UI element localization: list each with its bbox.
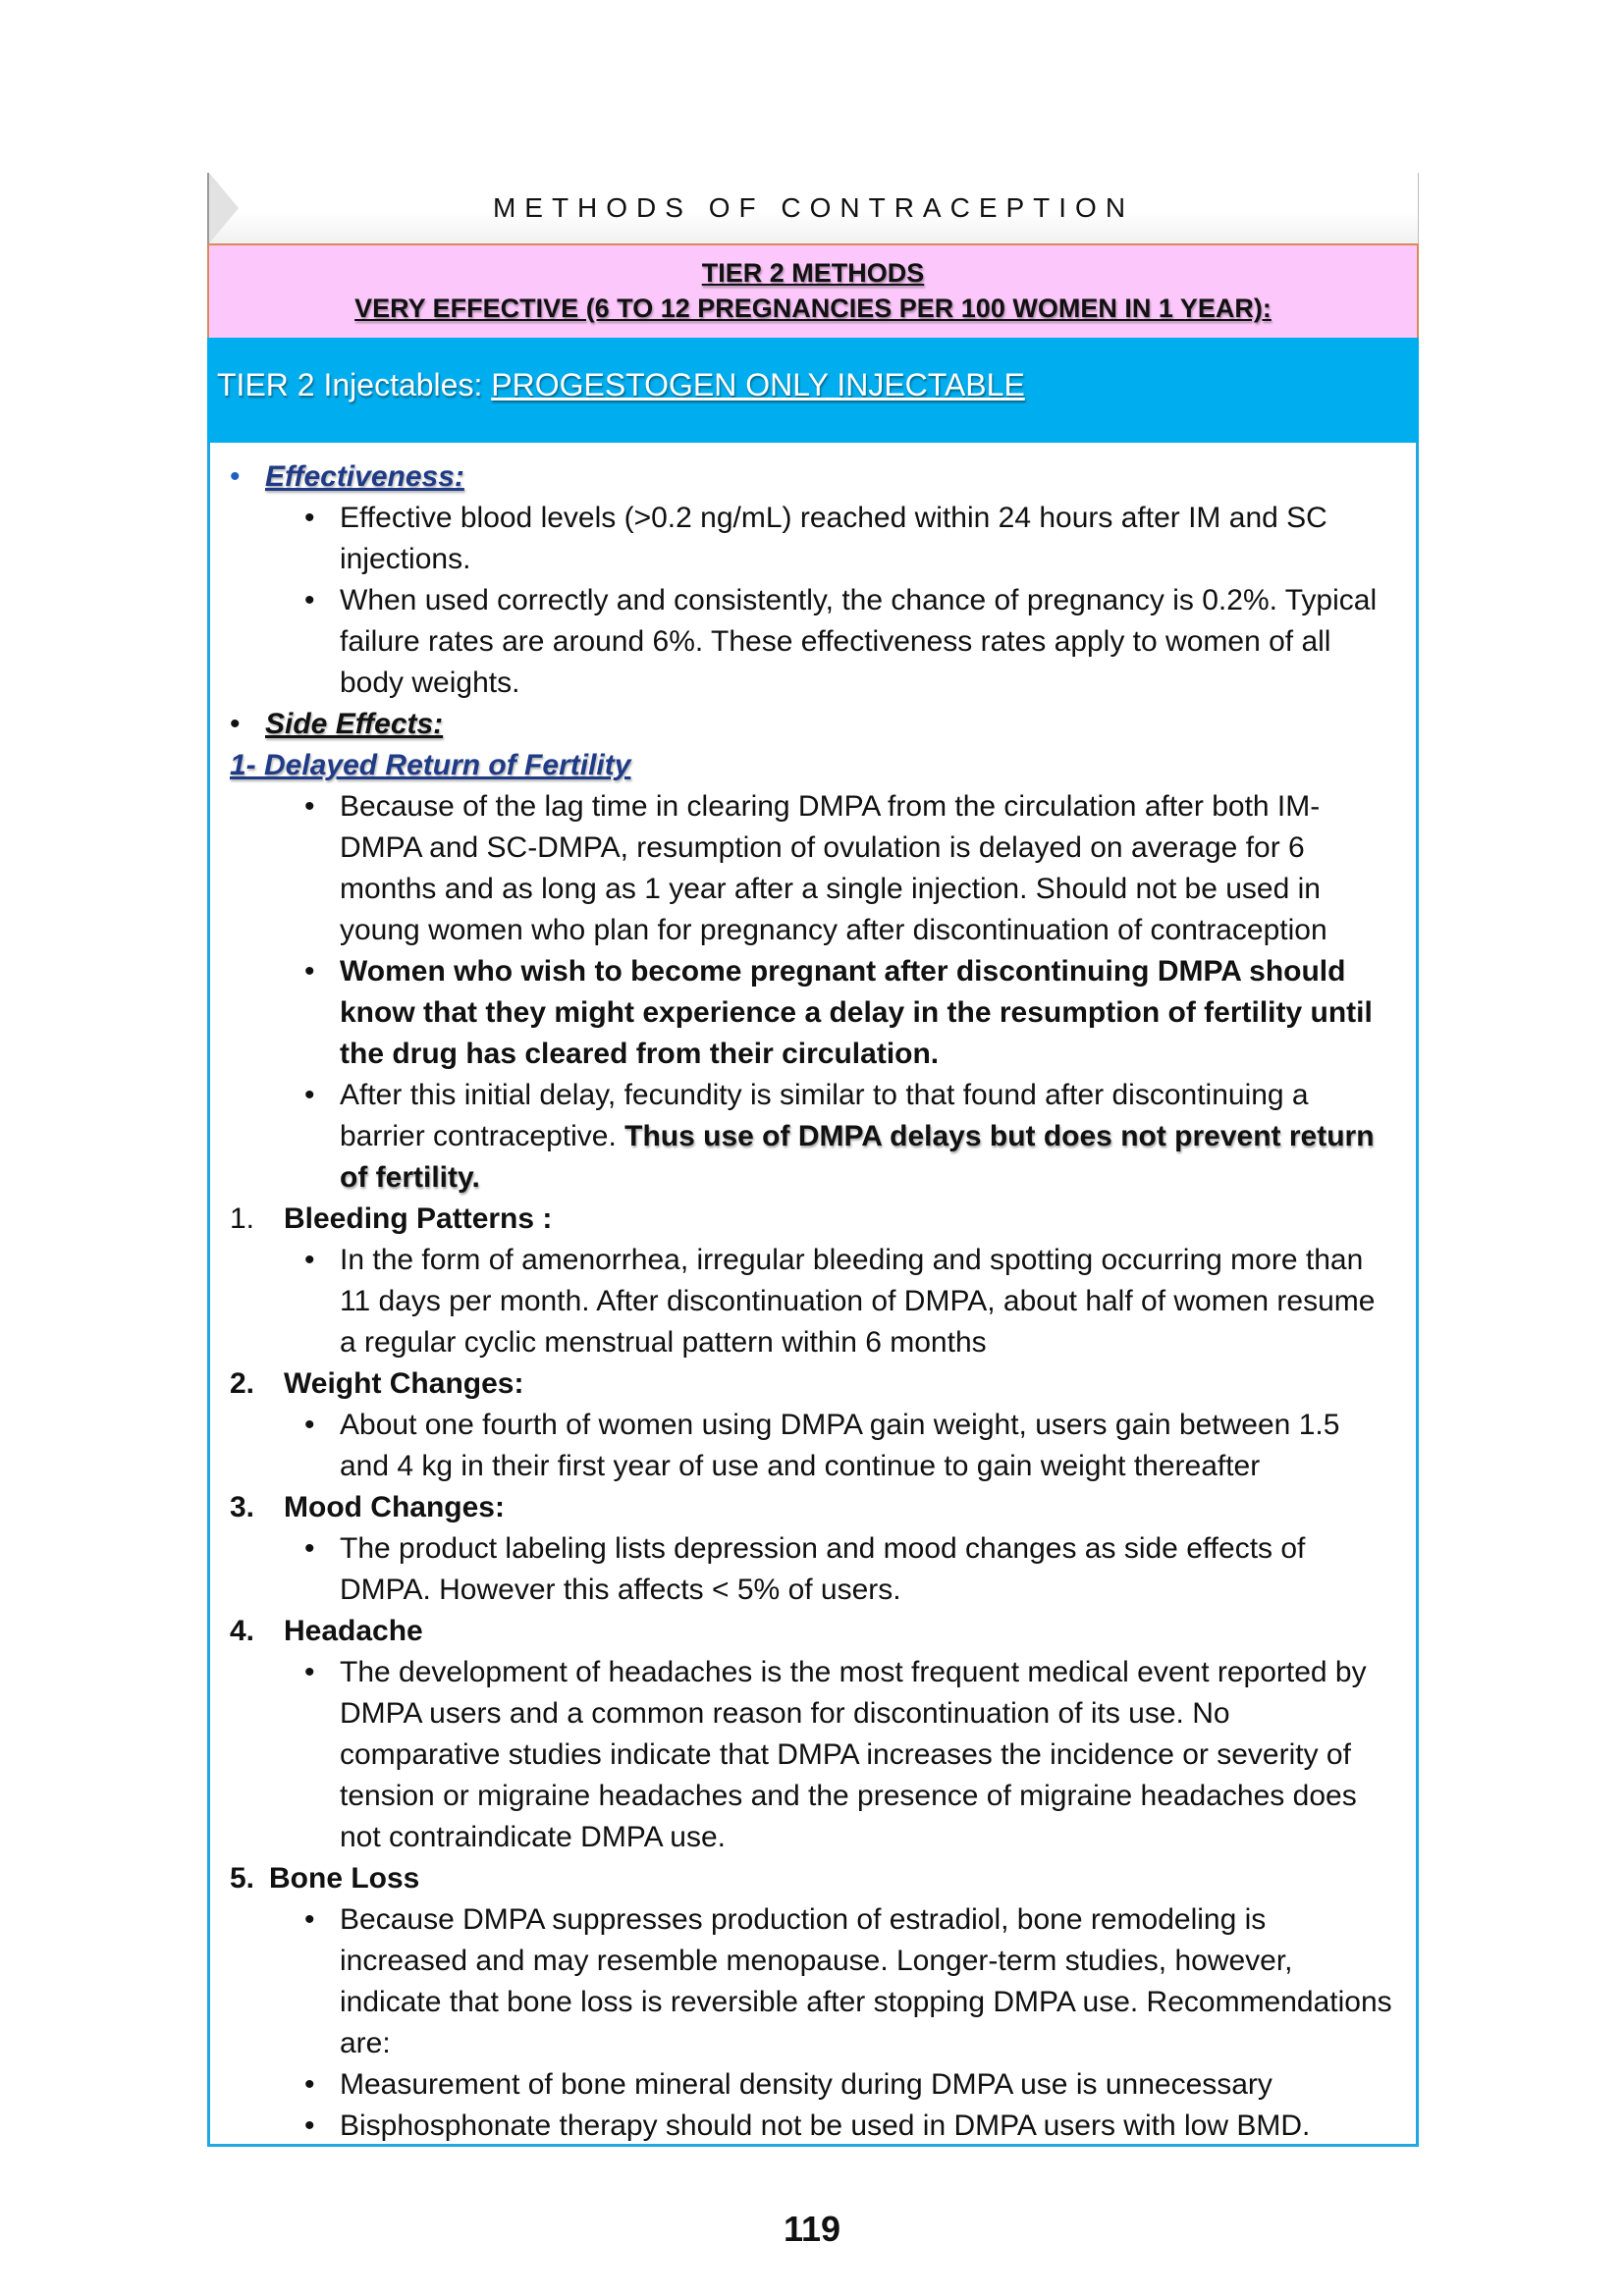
item-number: 3. [230,1491,255,1523]
item-number: 2. [230,1367,255,1400]
numbered-heading [210,1611,1416,1652]
injectables-band [207,338,1419,443]
numbered-heading [210,1487,1416,1528]
delayed-fertility-heading: 1- Delayed Return of Fertility [230,749,631,781]
bullet-icon: • [230,460,241,493]
headache-heading: Headache [284,1615,423,1647]
list-item-text: The development of headaches is the most frequent medical event reported by DMPA users and a common reason for discontinuation of its use. No comparative studies indicate that DMPA increases the incidence or severity of tension or migraine headaches and the presence of migraine headaches does not contraindicate DMPA use. [340,1656,1367,1853]
bullet-icon: • [304,1409,315,1441]
bullet-icon: • [230,708,241,740]
bullet-icon: • [304,584,315,616]
side-effects-heading: Side Effects: [265,708,444,740]
numbered-heading [210,1363,1416,1405]
list-item [210,1528,1416,1611]
bullet-icon: • [304,790,315,823]
tier-subheading: VERY EFFECTIVE (6 TO 12 PREGNANCIES PER 100 WOMEN IN 1 YEAR): [354,294,1272,323]
chapter-title-bar [207,173,1419,243]
list-item-text: Because DMPA suppresses production of estradiol, bone remodeling is increased and may resemble menopause. Longer-term studies, however, indicate that bone loss is reversible after stopping DMPA use. Recommendations are: [340,1903,1392,2059]
list-item [210,1240,1416,1363]
bullet-icon: • [304,1532,315,1565]
list-item-text: When used correctly and consistently, the chance of pregnancy is 0.2%. Typical failure rates are around 6%. These effectiveness rates apply to women of all body weights. [340,584,1378,699]
bleeding-heading: Bleeding Patterns : [284,1202,553,1235]
list-item [210,786,1416,951]
section-side-effects [210,704,1416,745]
bullet-icon: • [304,1903,315,1936]
section-effectiveness [210,456,1416,498]
list-item-text: Effective blood levels (>0.2 ng/mL) reached within 24 hours after IM and SC injections. [340,502,1327,575]
list-item-text: Bisphosphonate therapy should not be used in DMPA users with low BMD. [340,2109,1311,2142]
list-item-text: In the form of amenorrhea, irregular bleeding and spotting occurring more than 11 days per month. After discontinuation of DMPA, about half of women resume a regular cyclic menstrual pattern within 6 months [340,1244,1376,1359]
list-item-text: After this initial delay, fecundity is similar to that found after discontinuing a barrier contraceptive. [340,1079,1309,1152]
list-item [210,1075,1416,1199]
page-frame [207,173,1419,2147]
numbered-heading [210,1199,1416,1240]
injectables-title: PROGESTOGEN ONLY INJECTABLE [491,367,1025,402]
list-item-text: Measurement of bone mineral density during DMPA use is unnecessary [340,2068,1272,2101]
list-item [210,580,1416,704]
tier-band [207,243,1419,338]
chapter-title: METHODS OF CONTRACEPTION [492,192,1135,223]
tier-heading: TIER 2 METHODS [701,258,925,288]
list-item [210,951,1416,1075]
bone-loss-heading: Bone Loss [269,1862,420,1895]
effectiveness-heading: Effectiveness: [265,460,464,493]
bullet-icon: • [304,2068,315,2101]
page-number: 119 [783,2209,841,2249]
bullet-icon: • [304,1244,315,1276]
list-item-text: About one fourth of women using DMPA gain weight, users gain between 1.5 and 4 kg in their first year of use and continue to gain weight thereafter [340,1409,1340,1482]
list-item [210,1899,1416,2064]
delayed-fertility-heading-row [210,745,1416,786]
list-item [210,2064,1416,2106]
list-item-text: The product labeling lists depression and mood changes as side effects of DMPA. However this affects < 5% of users. [340,1532,1306,1606]
list-item-text: Women who wish to become pregnant after discontinuing DMPA should know that they might experience a delay in the resumption of fertility until the drug has cleared from their circulation. [340,955,1373,1070]
weight-heading: Weight Changes: [284,1367,524,1400]
numbered-heading [210,1858,1416,1899]
bullet-icon: • [304,2109,315,2142]
item-number: 4. [230,1615,255,1647]
bullet-icon: • [304,1079,315,1111]
item-number: 5. [230,1862,255,1895]
mood-heading: Mood Changes: [284,1491,505,1523]
list-item-text: Because of the lag time in clearing DMPA from the circulation after both IM-DMPA and SC-DMPA, resumption of ovulation is delayed on average for 6 months and as long as 1 year after a single injection. Should not be used in young women who plan for pregnancy after discontinuation of contraception [340,790,1327,946]
bullet-icon: • [304,1656,315,1688]
list-item-emphasis: Thus use of DMPA delays but does not prevent return of fertility. [340,1120,1375,1194]
injectables-prefix: TIER 2 Injectables: [217,367,492,402]
list-item [210,498,1416,580]
list-item [210,1652,1416,1858]
bullet-icon: • [304,502,315,534]
bullet-icon: • [304,955,315,988]
list-item [210,2106,1416,2147]
item-number: 1. [230,1202,255,1235]
list-item [210,1405,1416,1487]
content-box [207,443,1419,2147]
